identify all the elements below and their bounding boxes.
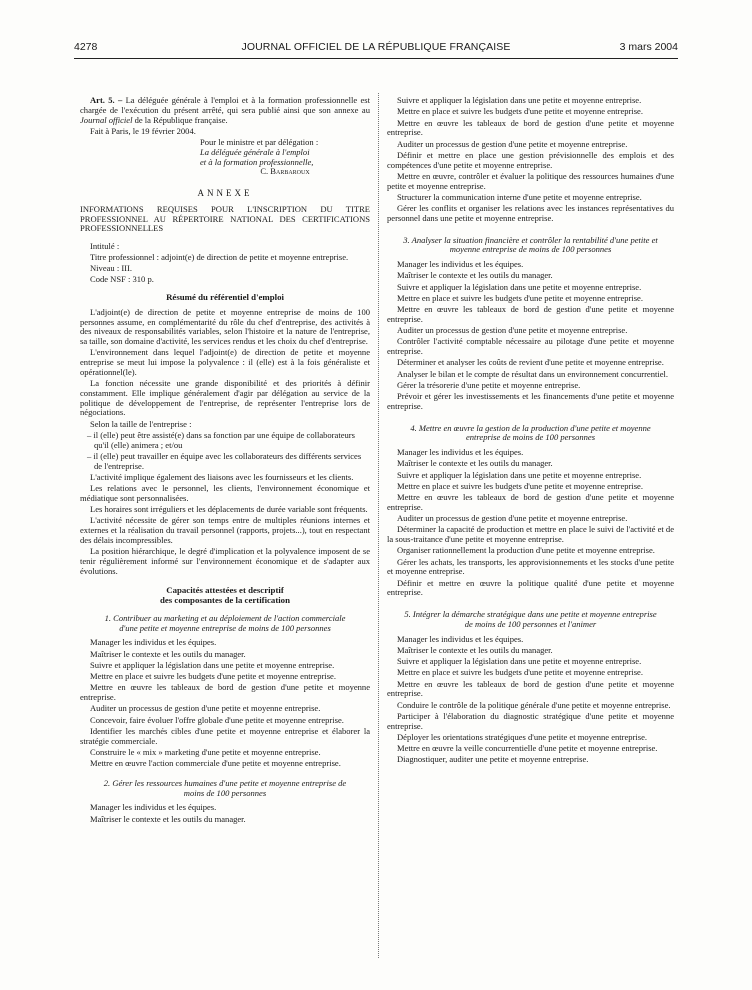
- resume-paragraphs: [80, 308, 370, 430]
- competence-item: Mettre en place et suivre les budgets d'une petite et moyenne entreprise.: [397, 292, 643, 303]
- column-divider: [378, 93, 379, 958]
- competence-item: Suivre et appliquer la législation dans une petite et moyenne entreprise.: [397, 281, 642, 292]
- competence-item: Auditer un processus de gestion d'une petite et moyenne entreprise.: [397, 138, 628, 149]
- competence-item: Diagnostiquer, auditer une petite et moyenne entreprise.: [397, 754, 589, 765]
- resume-title: Résumé du référentiel d'emploi: [166, 292, 284, 302]
- competence-item: Définir et mettre en œuvre la politique qualité d'une petite et moyenne entreprise.: [387, 577, 674, 598]
- competence-item: Suivre et appliquer la législation dans une petite et moyenne entreprise.: [397, 469, 642, 480]
- signature-line-1: Pour le ministre et par délégation :: [200, 137, 319, 147]
- signature-block: [200, 138, 370, 177]
- competence-item: Gérer les achats, les transports, les approvisionnements et les stocks d'une petite et moyenne entreprise.: [387, 556, 674, 577]
- competence-item: Suivre et appliquer la législation dans une petite et moyenne entreprise.: [90, 659, 335, 670]
- competence-item: Mettre en œuvre les tableaux de bord de gestion d'une petite et moyenne entreprise.: [387, 304, 674, 324]
- issue-date: 3 mars 2004: [619, 41, 678, 53]
- resume-paragraph: L'activité implique également des liaisons avec les fournisseurs et les clients.: [90, 471, 354, 482]
- capacites-title-line-1: Capacités attestées et descriptif: [166, 585, 284, 596]
- competence-item: Maîtriser le contexte et les outils du manager.: [90, 813, 246, 824]
- competence-item: Analyser le bilan et le compte de résultat dans un environnement concurrentiel.: [397, 368, 669, 379]
- competence-item: Mettre en œuvre la veille concurrentielle d'une petite et moyenne entreprise.: [397, 743, 658, 753]
- right-column: [387, 96, 674, 767]
- section-3-list: [387, 260, 674, 412]
- competence-item: Contrôler l'activité comptable nécessaire au pilotage d'une petite et moyenne entreprise.: [387, 336, 674, 356]
- signatory-name: C. Barbaroux: [260, 166, 310, 177]
- competence-item: Manager les individus et les équipes.: [397, 447, 524, 457]
- resume-dash-list: [80, 431, 370, 472]
- resume-dash-item: – il (elle) peut travailler en équipe avec les collaborateurs des différents services de l'entreprise.: [87, 450, 362, 471]
- competence-item: Mettre en place et suivre les budgets d'une petite et moyenne entreprise.: [397, 106, 643, 117]
- competence-item: Manager les individus et les équipes.: [90, 637, 217, 648]
- resume-paragraph: L'environnement dans lequel l'adjoint(e) de direction de petite et moyenne entreprise se meut lui impose la polyvalence : il (elle) est à la fois généraliste et opérationnel(le).: [80, 347, 370, 377]
- competence-item: Construire le « mix » marketing d'une petite et moyenne entreprise.: [90, 746, 321, 757]
- signature-line-2: La déléguée générale à l'emploi: [200, 146, 310, 157]
- competence-item: Mettre en œuvre les tableaux de bord de gestion d'une petite et moyenne entreprise.: [387, 678, 674, 699]
- competence-item: Définir et mettre en place une gestion prévisionnelle des emplois et des compétences d'une petite et moyenne entreprise.: [387, 149, 674, 170]
- resume-dash-item: – il (elle) peut être assisté(e) dans sa fonction par une équipe de collaborateurs qu'il (elle) animera ; et/ou: [87, 429, 355, 450]
- resume-paragraph: Les horaires sont irréguliers et les déplacements de durée variable sont fréquents.: [90, 504, 368, 514]
- competence-item: Gérer la trésorerie d'une petite et moyenne entreprise.: [397, 379, 581, 390]
- section-4-title: 4. Mettre en œuvre la gestion de la production d'une petite et moyenne entreprise de moins de 100 personnes: [410, 422, 651, 443]
- competence-item: Suivre et appliquer la législation dans une petite et moyenne entreprise.: [397, 656, 642, 666]
- competence-item: Mettre en œuvre les tableaux de bord de gestion d'une petite et moyenne entreprise.: [80, 682, 370, 702]
- annexe-heading: ANNEXE: [197, 188, 253, 198]
- article-label: Art. 5. –: [90, 95, 123, 105]
- left-column: [80, 96, 370, 826]
- section-2-list-right: [387, 96, 674, 224]
- section-2-title: 2. Gérer les ressources humaines d'une petite et moyenne entreprise de moins de 100 personnes: [103, 777, 347, 798]
- competence-item: Prévoir et gérer les investissements et les financements d'une petite et moyenne entreprise.: [387, 391, 674, 411]
- competence-item: Suivre et appliquer la législation dans une petite et moyenne entreprise.: [397, 95, 642, 105]
- competence-item: Mettre en œuvre les tableaux de bord de gestion d'une petite et moyenne entreprise.: [387, 117, 674, 138]
- competence-item: Gérer les conflits et organiser les relations avec les instances représentatives du personnel dans une petite et moyenne entreprise.: [387, 203, 674, 223]
- competence-item: Mettre en œuvre l'action commerciale d'une petite et moyenne entreprise.: [90, 758, 341, 768]
- competence-item: Maîtriser le contexte et les outils du manager.: [90, 648, 246, 659]
- competence-item: Auditer un processus de gestion d'une petite et moyenne entreprise.: [90, 703, 321, 714]
- competence-item: Mettre en œuvre, contrôler et évaluer la politique des ressources humaines d'une petite et moyenne entreprise.: [387, 170, 674, 191]
- resume-paragraph: Les relations avec le personnel, les clients, l'environnement économique et médiatique sont personnalisées.: [80, 483, 370, 503]
- competence-item: Déterminer la capacité de production et mettre en place le suivi de l'activité et de la sous-traitance d'une petite et moyenne entreprise.: [387, 524, 674, 544]
- article-5: [80, 96, 370, 125]
- competence-item: Structurer la communication interne d'une petite et moyenne entreprise.: [397, 191, 642, 202]
- niveau: Niveau : III.: [90, 263, 133, 273]
- capacites-title-line-2: des composantes de la certification: [160, 595, 290, 605]
- capacites-title: [80, 586, 370, 606]
- section-1-list: [80, 638, 370, 769]
- competence-item: Maîtriser le contexte et les outils du manager.: [397, 644, 553, 655]
- competence-item: Participer à l'élaboration du diagnostic stratégique d'une petite et moyenne entreprise.: [387, 710, 674, 731]
- competence-item: Maîtriser le contexte et les outils du manager.: [397, 458, 553, 469]
- fait-a-paris: Fait à Paris, le 19 février 2004.: [90, 125, 196, 136]
- page-header: [74, 41, 678, 55]
- journal-title: JOURNAL OFFICIEL DE LA RÉPUBLIQUE FRANÇAISE: [241, 41, 511, 53]
- competence-item: Organiser rationnellement la production d'une petite et moyenne entreprise.: [397, 545, 655, 556]
- section-5-title: 5. Intégrer la démarche stratégique dans une petite et moyenne entreprise de moins de 100 personnes et l'animer: [404, 609, 657, 629]
- section-4-list: [387, 448, 674, 598]
- competence-item: Maîtriser le contexte et les outils du manager.: [397, 270, 553, 281]
- section-5-list: [387, 635, 674, 766]
- competence-item: Manager les individus et les équipes.: [90, 802, 217, 813]
- competence-item: Mettre en place et suivre les budgets d'une petite et moyenne entreprise.: [397, 480, 643, 491]
- header-rule: [74, 58, 678, 59]
- competence-item: Identifier les marchés cibles d'une petite et moyenne entreprise et élaborer la stratégie commerciale.: [80, 725, 370, 746]
- competence-item: Mettre en place et suivre les budgets d'une petite et moyenne entreprise.: [90, 671, 336, 681]
- resume-paragraphs-2: [80, 473, 370, 577]
- article-text-post: de la République française.: [132, 114, 228, 125]
- resume-paragraph: L'activité nécessite de gérer son temps entre de multiples réunions internes et externes et la réalisation du travail personnel (rapports, projets...), tout en respectant des délais incompressibles.: [80, 515, 370, 545]
- section-2-list-left: [80, 803, 370, 824]
- info-title: INFORMATIONS REQUISES POUR L'INSCRIPTION DU TITRE PROFESSIONNEL AU RÉPERTOIRE NATIONAL DES CERTIFICATIONS PROFESSIONNELLES: [80, 203, 370, 234]
- intitule: Intitulé :: [90, 240, 120, 251]
- code-nsf: Code NSF : 310 p.: [90, 274, 154, 285]
- competence-item: Concevoir, faire évoluer l'offre globale d'une petite et moyenne entreprise.: [90, 714, 344, 725]
- competence-item: Déployer les orientations stratégiques d'une petite et moyenne entreprise.: [397, 731, 648, 742]
- competence-item: Déterminer et analyser les coûts de revient d'une petite et moyenne entreprise.: [397, 357, 664, 368]
- section-1-title: 1. Contribuer au marketing et au déploiement de l'action commerciale d'une petite et moyenne entreprise de moins de 100 personnes: [104, 612, 346, 633]
- resume-paragraph: La fonction nécessite une grande disponibilité et des priorités à définir constamment. Elle implique généralement d'agir par délégation au service de la politique de développement de l'entreprise, de représenter l'entreprise lors de négociations.: [80, 378, 370, 418]
- article-text-pre: La déléguée générale à l'emploi et à la formation professionnelle est chargée de l'exécution du présent arrêté, qui sera publié ainsi que son annexe au: [80, 95, 371, 115]
- titre: Titre professionnel : adjoint(e) de direction de petite et moyenne entreprise.: [90, 251, 349, 262]
- signature-line-3: et à la formation professionnelle,: [200, 156, 314, 167]
- article-journal: Journal officiel: [80, 114, 133, 125]
- resume-paragraph: Selon la taille de l'entreprise :: [90, 418, 192, 429]
- competence-item: Manager les individus et les équipes.: [397, 633, 524, 644]
- competence-item: Auditer un processus de gestion d'une petite et moyenne entreprise.: [397, 325, 628, 335]
- competence-item: Mettre en œuvre les tableaux de bord de gestion d'une petite et moyenne entreprise.: [387, 492, 674, 512]
- resume-paragraph: L'adjoint(e) de direction de petite et moyenne entreprise de moins de 100 personnes assume, en complémentarité du rôle du chef d'entreprise, des activités à des niveaux de responsabilités variables, selon l'histoire et la nature de l'entreprise, sa taille, son domaine d'activité, les services rendus et les choix du chef d'entreprise.: [80, 306, 370, 346]
- competence-item: Manager les individus et les équipes.: [397, 259, 524, 269]
- competence-item: Auditer un processus de gestion d'une petite et moyenne entreprise.: [397, 513, 628, 523]
- competence-item: Conduire le contrôle de la politique générale d'une petite et moyenne entreprise.: [397, 699, 671, 710]
- page-number: 4278: [74, 41, 98, 53]
- competence-item: Mettre en place et suivre les budgets d'une petite et moyenne entreprise.: [397, 667, 643, 678]
- resume-paragraph: La position hiérarchique, le degré d'implication et la polyvalence imposent de se tenir régulièrement informé sur l'environnement économique et de s'adapter aux évolutions.: [80, 546, 370, 576]
- section-3-title: 3. Analyser la situation financière et contrôler la rentabilité d'une petite et moyenne entreprise de moins de 100 personnes: [403, 234, 658, 255]
